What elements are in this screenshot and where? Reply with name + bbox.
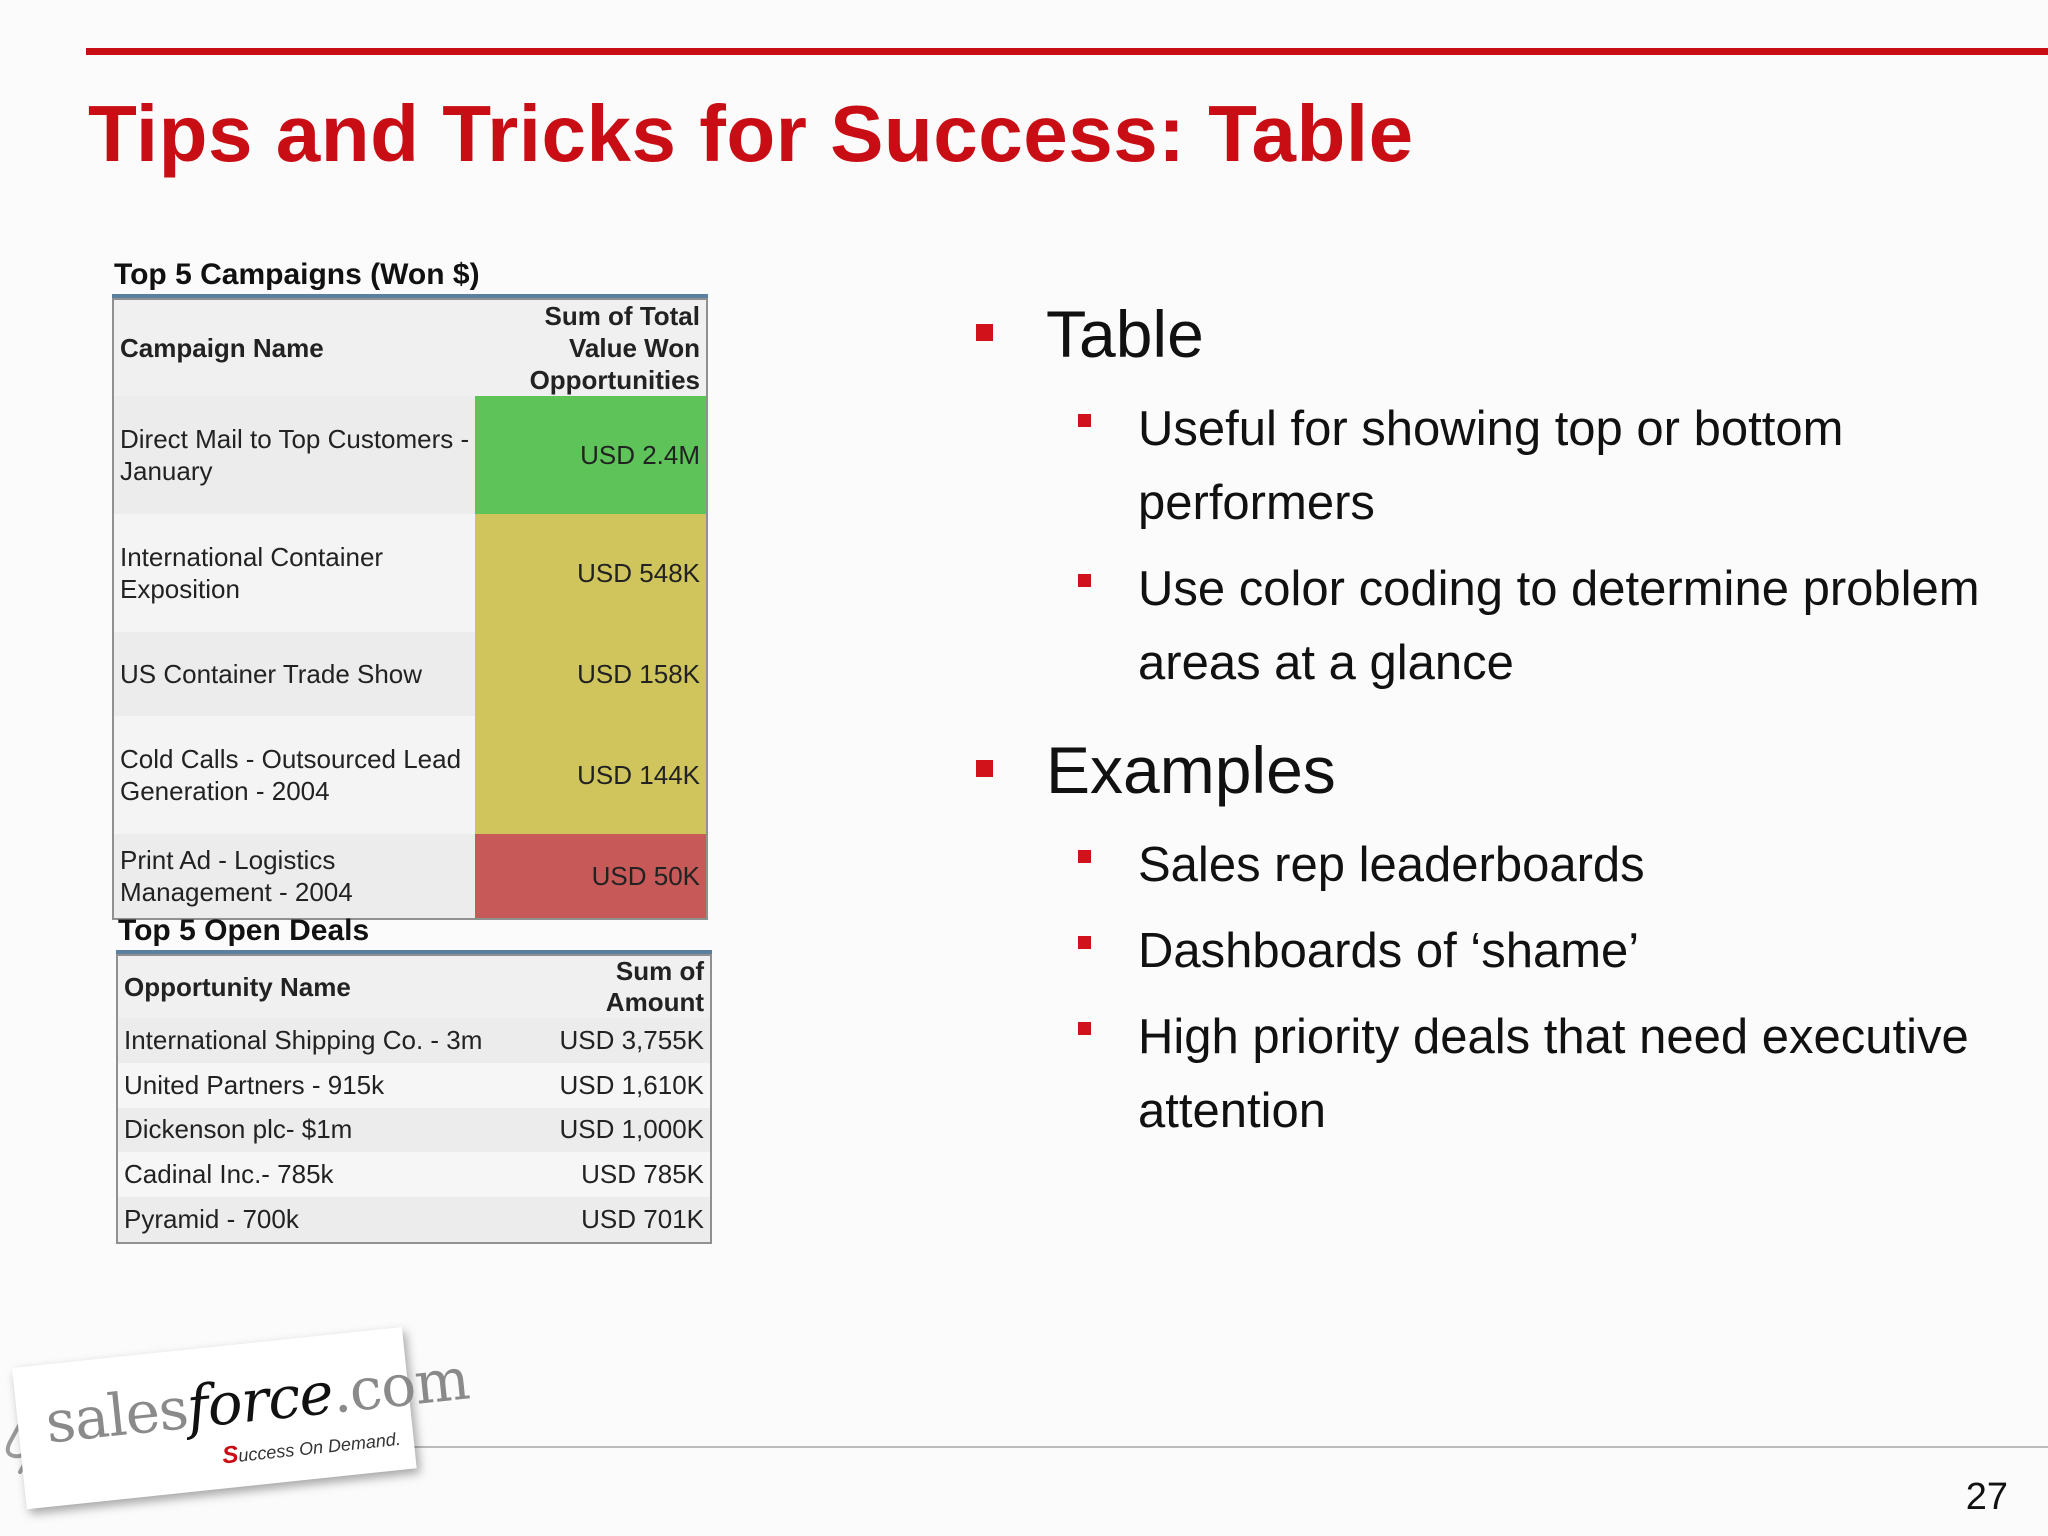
table-row[interactable] [113, 396, 707, 514]
bullet-text: Sales rep leaderboards [1138, 838, 1645, 892]
campaign-name-cell[interactable]: Print Ad - Logistics Management - 2004 [113, 834, 475, 919]
column-header-campaign-name[interactable]: Campaign Name [113, 299, 475, 396]
table-row[interactable] [113, 834, 707, 919]
slide-title: Tips and Tricks for Success: Table [88, 89, 1414, 178]
opportunity-name-cell[interactable]: Pyramid - 700k [117, 1197, 521, 1243]
opportunity-amount-cell: USD 1,610K [521, 1063, 711, 1108]
column-header-opportunity-name[interactable]: Opportunity Name [117, 955, 521, 1018]
bullet-text: Use color coding to determine problem areas at a glance [1138, 562, 1980, 690]
bullet-text: Useful for showing top or bottom performers [1138, 402, 1844, 530]
opportunity-name-cell[interactable]: Cadinal Inc.- 785k [117, 1152, 521, 1197]
campaigns-widget [112, 256, 708, 920]
opportunity-amount-cell: USD 785K [521, 1152, 711, 1197]
table-row[interactable] [117, 1197, 711, 1243]
bullet-square-icon [976, 324, 993, 341]
campaign-value-cell: USD 50K [475, 834, 707, 919]
deals-title: Top 5 Open Deals [118, 914, 370, 947]
campaign-name-cell[interactable]: Direct Mail to Top Customers - January [113, 396, 475, 514]
bullet-text: Table [1046, 297, 1204, 371]
table-row[interactable] [113, 716, 707, 834]
bullet-square-icon [1078, 414, 1091, 427]
bullet-square-icon [1078, 936, 1091, 949]
opportunity-name-cell[interactable]: Dickenson plc- $1m [117, 1108, 521, 1153]
salesforce-logo [12, 1327, 472, 1509]
bullet-text: Dashboards of ‘shame’ [1138, 924, 1640, 978]
campaign-name-cell[interactable]: Cold Calls - Outsourced Lead Generation - 2004 [113, 716, 475, 834]
campaign-value-cell: USD 548K [475, 514, 707, 632]
table-row[interactable] [117, 1018, 711, 1063]
bullet-text: High priority deals that need executive attention [1138, 1010, 1969, 1138]
bullet-square-icon [976, 760, 993, 777]
bullet-square-icon [1078, 574, 1091, 587]
table-row[interactable] [113, 514, 707, 632]
logo-tagline: Success On Demand. [220, 1428, 402, 1470]
opportunity-name-cell[interactable]: International Shipping Co. - 3m [117, 1018, 521, 1063]
top-accent-rule [86, 48, 2048, 55]
table-row[interactable] [117, 1152, 711, 1197]
column-header-total-value-won[interactable]: Sum of Total Value Won Opportunities [475, 299, 707, 396]
page-number: 27 [1965, 1476, 2008, 1518]
column-header-sum-of-amount[interactable]: Sum of Amount [521, 955, 711, 1018]
campaign-name-cell[interactable]: US Container Trade Show [113, 632, 475, 716]
deals-widget [116, 912, 712, 1244]
table-row[interactable] [113, 632, 707, 716]
campaign-value-cell: USD 144K [475, 716, 707, 834]
bullet-square-icon [1078, 850, 1091, 863]
table-row[interactable] [117, 1063, 711, 1108]
campaigns-table [112, 298, 708, 920]
opportunity-amount-cell: USD 701K [521, 1197, 711, 1243]
campaign-value-cell: USD 2.4M [475, 396, 707, 514]
deals-table [116, 954, 712, 1244]
opportunity-amount-cell: USD 3,755K [521, 1018, 711, 1063]
campaign-value-cell: USD 158K [475, 632, 707, 716]
bullet-square-icon [1078, 1022, 1091, 1035]
logo-wordmark: salesforce.com [42, 1344, 472, 1457]
table-row[interactable] [117, 1108, 711, 1153]
footer-rule [400, 1446, 2048, 1448]
opportunity-name-cell[interactable]: United Partners - 915k [117, 1063, 521, 1108]
campaigns-title: Top 5 Campaigns (Won $) [114, 258, 480, 291]
bullet-text: Examples [1046, 733, 1336, 807]
opportunity-amount-cell: USD 1,000K [521, 1108, 711, 1153]
campaign-name-cell[interactable]: International Container Exposition [113, 514, 475, 632]
